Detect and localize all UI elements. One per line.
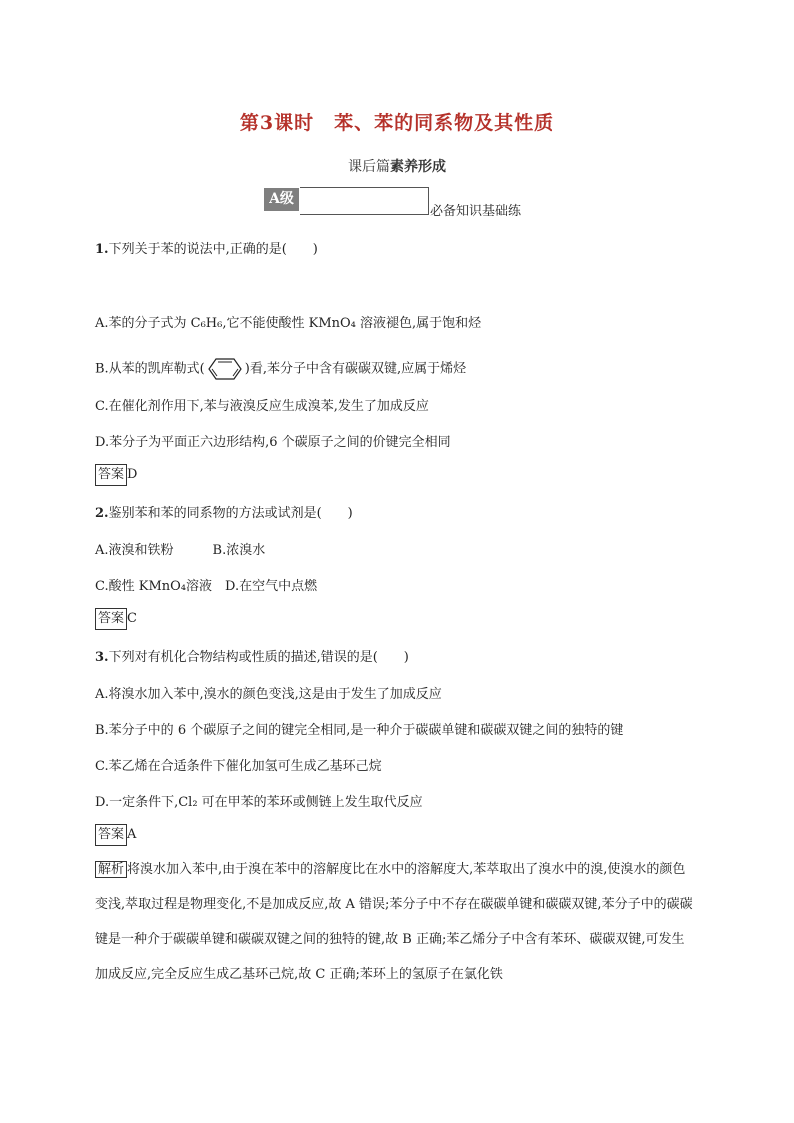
section-subtitle <box>0 156 794 176</box>
subtitle-plain: 课后篇 <box>348 159 390 175</box>
q1-option-b-pre: B.从苯的凯库勒式( <box>95 361 205 377</box>
answer-value: C <box>127 611 137 626</box>
level-badge: A级 <box>264 188 299 211</box>
level-label: 必备知识基础练 <box>430 204 522 219</box>
q1-option-b-post: )看,苯分子中含有碳碳双键,应属于烯烃 <box>244 361 467 377</box>
answer-tag: 答案 <box>95 824 127 846</box>
answer-tag: 答案 <box>95 464 127 486</box>
q3-option-a: A.将溴水加入苯中,溴水的颜色变浅,这是由于发生了加成反应 <box>95 687 442 702</box>
q3-option-c: C.苯乙烯在合适条件下催化加氢可生成乙基环己烷 <box>95 759 382 774</box>
q1-option-d: D.苯分子为平面正六边形结构,6 个碳原子之间的价键完全相同 <box>95 435 451 450</box>
question-num: 3. <box>95 650 109 665</box>
answer-value: D <box>127 467 138 482</box>
q1-option-a: A.苯的分子式为 C₆H₆,它不能使酸性 KMnO₄ 溶液褪色,属于饱和烃 <box>95 316 482 331</box>
q3-option-d: D.一定条件下,Cl₂ 可在甲苯的苯环或侧链上发生取代反应 <box>95 795 423 810</box>
q1-option-b <box>95 357 466 381</box>
q2-options-cd: C.酸性 KMnO₄溶液 D.在空气中点燃 <box>95 579 318 594</box>
subtitle-bold: 素养形成 <box>390 159 446 175</box>
question-text: 下列关于苯的说法中,正确的是( ) <box>108 242 318 257</box>
question-2-stem <box>95 502 353 521</box>
question-num: 1. <box>95 242 109 257</box>
explain-tag: 解析 <box>95 861 127 878</box>
question-text: 鉴别苯和苯的同系物的方法或试剂是( ) <box>108 506 353 521</box>
q2-answer <box>95 608 137 628</box>
benzene-kekule-icon <box>207 357 243 381</box>
q1-option-c: C.在催化剂作用下,苯与液溴反应生成溴苯,发生了加成反应 <box>95 399 429 414</box>
q3-option-b: B.苯分子中的 6 个碳原子之间的键完全相同,是一种介于碳碳单键和碳碳双键之间的独特的键 <box>95 723 624 738</box>
question-1-stem <box>95 238 318 257</box>
question-num: 2. <box>95 506 109 521</box>
question-3-stem <box>95 646 409 665</box>
answer-tag: 答案 <box>95 608 127 630</box>
answer-value: A <box>127 827 137 842</box>
question-text: 下列对有机化合物结构或性质的描述,错误的是( ) <box>108 650 409 665</box>
q3-explanation <box>95 852 695 992</box>
page-title: 第3课时 苯、苯的同系物及其性质 <box>239 112 555 134</box>
explain-text: 将溴水加入苯中,由于溴在苯中的溶解度比在水中的溶解度大,苯萃取出了溴水中的溴,使溴水的颜色变浅,萃取过程是物理变化,不是加成反应,故 A 错误;苯分子中不存在碳碳单键和碳碳双键,苯分子中的碳碳键是一种介于碳碳单键和碳碳双键之间的独特的键,故 B 正确;苯乙烯分子中含有苯环、碳碳双键,可发生加成反应,完全反应生成乙基环己烷,故 C 正确;苯环上的氢原子在氯化铁 <box>95 862 693 982</box>
q1-answer <box>95 464 137 484</box>
q2-options-ab: A.液溴和铁粉 B.浓溴水 <box>95 543 266 558</box>
level-box <box>300 187 429 215</box>
q3-answer <box>95 824 136 844</box>
